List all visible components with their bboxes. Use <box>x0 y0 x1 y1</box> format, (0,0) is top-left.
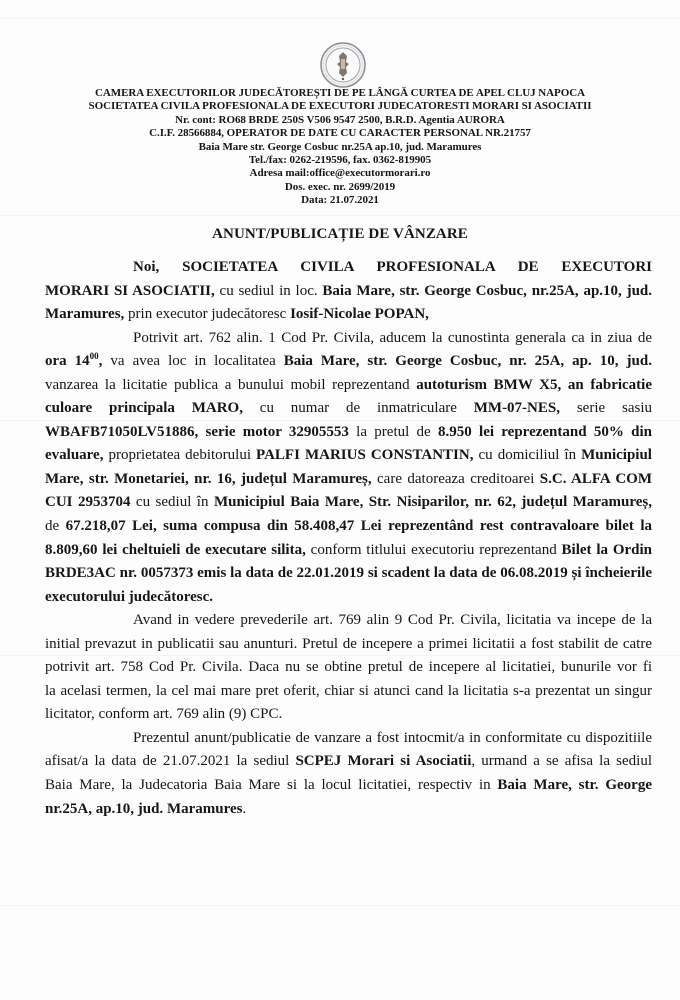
license-plate: MM-07-NES, <box>473 400 560 417</box>
text-line: Prezentul anunt/publicatie de vanzare a fost intocmit/a in conformitate cu dispozitiile <box>133 729 652 746</box>
bold-text: Bilet la Ordin <box>561 541 652 558</box>
debtor-address: Mare, str. Monetariei, nr. 16, județul Maramureș, <box>45 470 372 487</box>
text: proprietatea debitorului <box>103 447 257 464</box>
text: va avea loc in localitatea <box>102 353 284 370</box>
text-line: la acelasi termen, la cel mai mare pret oferit, chiar si atunci cand la licitatia s-a prezentat un singur <box>45 682 652 699</box>
bold-text: Baia Mare, str. George Cosbuc, nr.25A, ap.10, jud. <box>322 282 652 299</box>
text-line <box>45 774 652 798</box>
text-line: Avand in vedere prevederile art. 769 alin 9 Cod Pr. Civila, licitatia va incepe de la <box>133 612 652 629</box>
text-line <box>45 374 652 398</box>
address: Baia Mare str. George Cosbuc nr.25A ap.10, jud. Maramures <box>198 140 482 153</box>
text-line <box>45 397 652 421</box>
auction-hour: ora 14 <box>45 353 90 370</box>
text-line <box>45 515 652 539</box>
bold-text: MORARI SI ASOCIATII, <box>45 282 215 299</box>
text-line <box>45 350 652 374</box>
text-line <box>45 539 652 563</box>
debtor-name: PALFI MARIUS CONSTANTIN, <box>256 447 474 464</box>
email: Adresa mail:office@executormorari.ro <box>249 167 431 180</box>
bold-text: Municipiul <box>581 447 652 464</box>
document-body <box>45 256 652 821</box>
bold-text: SCPEJ Morari si Asociatii <box>295 753 472 770</box>
bold-text: Noi, SOCIETATEA CIVILA PROFESIONALA DE EXECUTORI <box>133 259 652 275</box>
bold-text: evaluare, <box>45 447 104 464</box>
chamber-name: CAMERA EXECUTORILOR JUDECĂTOREȘTI DE PE LÂNGĂ CURTEA DE APEL CLUJ NAPOCA <box>94 87 586 99</box>
text: de <box>45 518 66 535</box>
text-line <box>45 468 652 492</box>
text-line: initial prevazut in publicatii sau anunturi. Pretul de incepere a primei licitatii a fost stabilit de catre <box>45 635 652 652</box>
text: . <box>242 800 247 817</box>
text: cu sediul în <box>130 494 214 511</box>
bold-text: Baia Mare, str. George <box>497 777 652 794</box>
text: cu numar de inmatriculare <box>242 400 474 417</box>
text-line <box>45 798 652 822</box>
text: conform titlului executoriu reprezentand <box>305 541 562 558</box>
bold-text: executorului judecătoresc. <box>45 588 214 605</box>
text-line <box>45 750 652 774</box>
company-name: SOCIETATEA CIVILA PROFESIONALA DE EXECUTORI JUDECATORESTI MORARI SI ASOCIATII <box>88 100 592 113</box>
document-date: Data: 21.07.2021 <box>301 194 379 207</box>
creditor-address: Municipiul Baia Mare, Str. Nisiparilor, nr. 62, județul Maramureș, <box>213 494 652 511</box>
letterhead <box>60 87 620 208</box>
vehicle-color: culoare principala MARO, <box>45 400 243 417</box>
text-line <box>45 256 652 280</box>
starting-price: 8.950 lei reprezentand 50% din <box>438 423 652 440</box>
vin-engine-number: WBAFB71050LV51886, serie motor 32905553 <box>45 423 349 440</box>
text: , urmand a se afisa la sediul <box>471 753 652 770</box>
scan-artifact <box>0 215 680 216</box>
text-line <box>45 327 652 351</box>
text: Potrivit art. 762 alin. 1 Cod Pr. Civila, aducem la cunostinta generala ca in ziua de <box>133 329 652 346</box>
text-line <box>45 586 652 610</box>
executor-name: Iosif-Nicolae POPAN, <box>290 306 429 323</box>
creditor-cui: CUI 2953704 <box>45 494 131 511</box>
scan-artifact <box>0 905 680 906</box>
text: Baia Mare, la Judecatoria Baia Mare si la locul licitatiei, respectiv in <box>45 777 498 794</box>
text-line <box>45 491 652 515</box>
text-line <box>45 280 652 304</box>
paragraph-auction-rules <box>45 609 652 727</box>
text: la pretul de <box>348 423 438 440</box>
text-line <box>45 444 652 468</box>
auction-location: Baia Mare, str. George Cosbuc, nr. 25A, ap. 10, jud. <box>283 353 652 370</box>
case-number: Dos. exec. nr. 2699/2019 <box>284 180 396 193</box>
tax-id: C.I.F. 28566884, OPERATOR DE DATE CU CARACTER PERSONAL NR.21757 <box>149 127 531 140</box>
text-line <box>45 562 652 586</box>
phone-fax: Tel./fax: 0262-219596, fax. 0362-819905 <box>248 154 432 167</box>
text: afisat/a la data de 21.07.2021 la sediul <box>45 753 296 770</box>
text: cu domiciliul în <box>473 447 582 464</box>
text-line <box>45 421 652 445</box>
paragraph-sale-details <box>45 327 652 610</box>
text-line: potrivit art. 758 Cod Pr. Civila. Daca nu se obtine pretul de incepere al licitatiei, bunurile vor fi <box>45 659 652 676</box>
scan-artifact <box>0 18 680 19</box>
text-line: licitator, conform art. 769 alin (9) CPC. <box>45 706 283 723</box>
creditor-name: S.C. ALFA COM <box>539 470 652 487</box>
debt-amount: 67.218,07 Lei, suma compusa din 58.408,47 Lei reprezentând rest contravaloare bilet la <box>65 518 652 535</box>
paragraph-posting <box>45 727 652 821</box>
court-executors-seal-icon <box>320 42 366 88</box>
vehicle-description: autoturism BMW X5, an fabricatie <box>416 376 652 393</box>
bank-account: Nr. cont: RO68 BRDE 250S V506 9547 2500, B.R.D. Agentia AURORA <box>175 113 505 126</box>
text: prin executor judecătoresc <box>124 306 291 323</box>
bold-text: nr.25A, ap.10, jud. Maramures <box>45 800 243 817</box>
enforcement-costs: 8.809,60 lei cheltuieli de executare silita, <box>45 541 306 558</box>
bold-text: Maramures, <box>45 306 125 323</box>
bold-text: , <box>98 353 103 370</box>
promissory-note-details: BRDE3AC nr. 0057373 emis la data de 22.01.2019 si scadent la data de 06.08.2019 și încheierile <box>45 565 652 582</box>
page-title: ANUNT/PUBLICAȚIE DE VÂNZARE <box>212 226 468 242</box>
text: vanzarea la licitatie publica a bunului mobil reprezentand <box>45 376 417 393</box>
paragraph-intro <box>45 256 652 327</box>
text-line <box>45 303 652 327</box>
auction-minutes: 00 <box>89 351 99 362</box>
text: serie sasiu <box>560 400 652 417</box>
text: care datoreaza creditoarei <box>371 470 540 487</box>
text: cu sediul in loc. <box>214 282 323 299</box>
